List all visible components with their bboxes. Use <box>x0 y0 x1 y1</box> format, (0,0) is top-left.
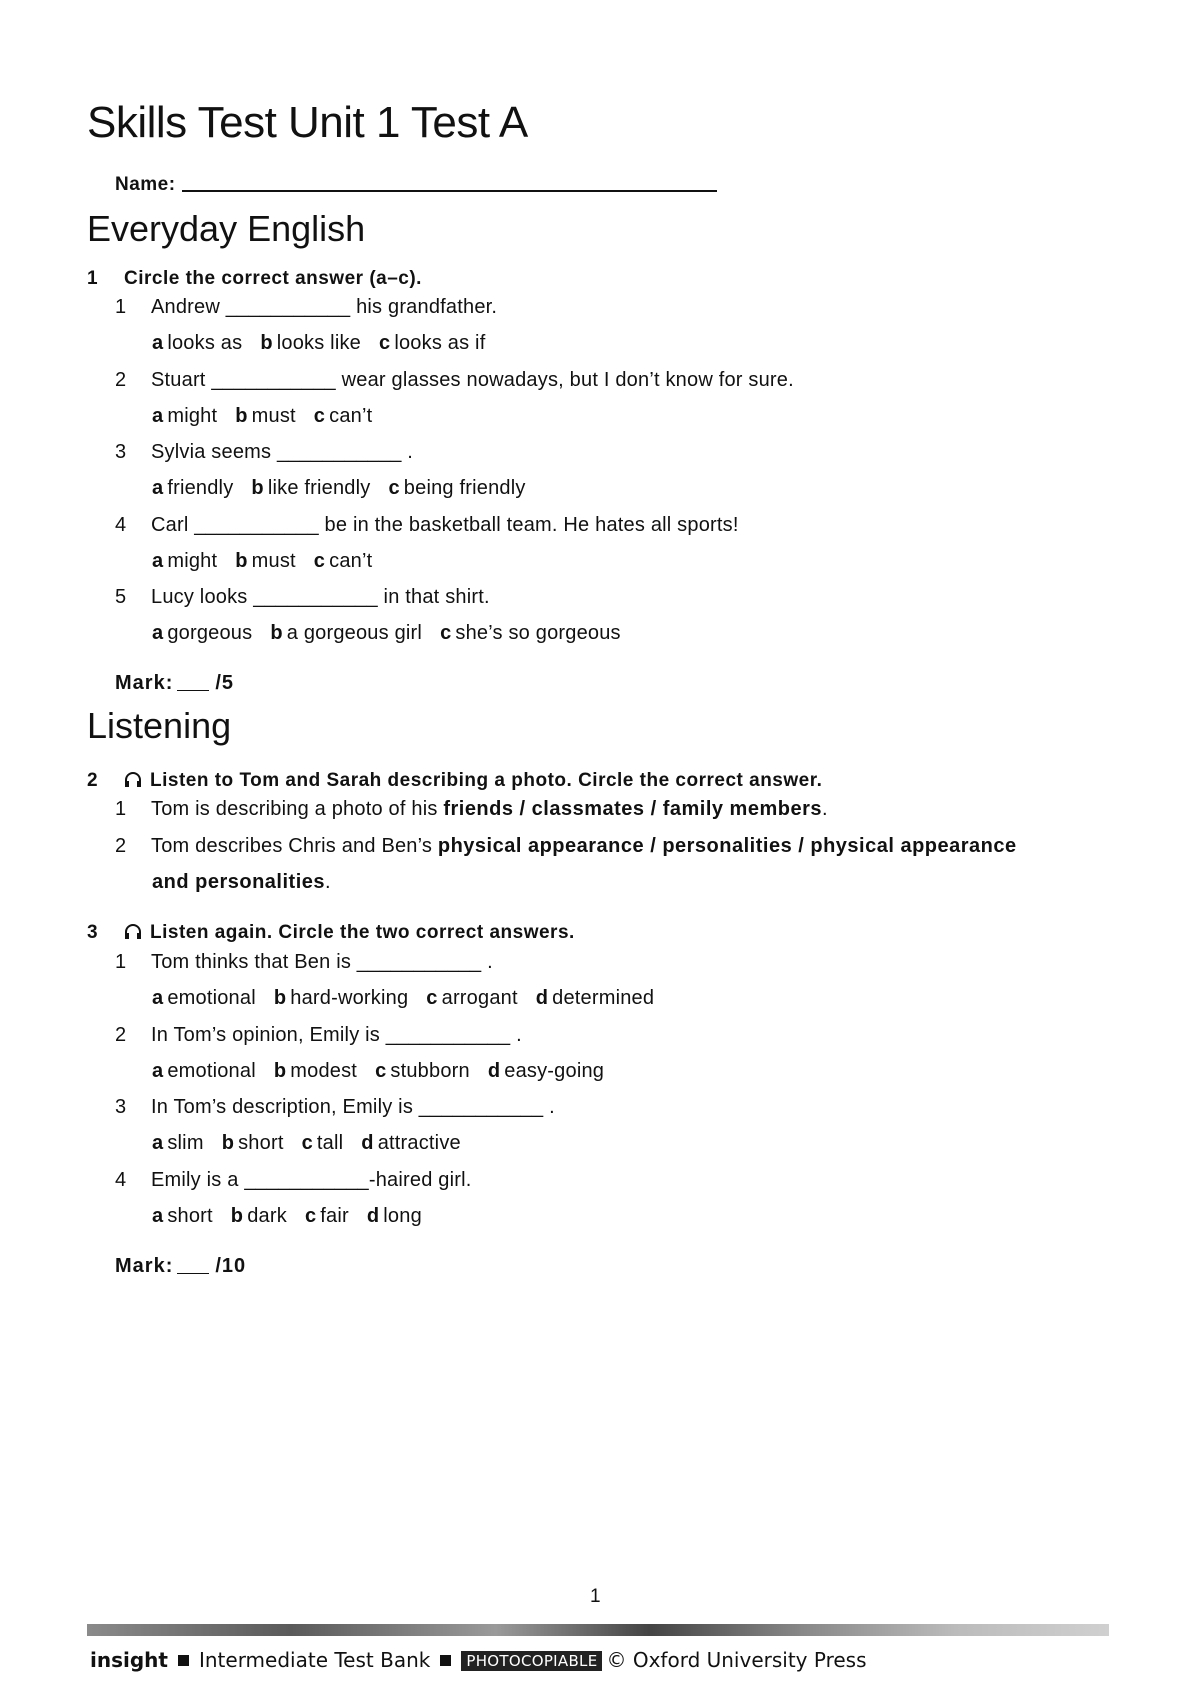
option-text: short <box>167 1204 213 1227</box>
question-number: 3 <box>115 441 127 463</box>
footer-brand: insight <box>90 1648 168 1672</box>
answer-option-c[interactable] <box>314 550 373 572</box>
option-text: being friendly <box>403 477 526 499</box>
question-text: Lucy looks ___________ in that shirt. <box>151 586 490 608</box>
task-text: Circle the correct answer (a–c). <box>124 268 422 289</box>
option-letter: b <box>251 477 264 499</box>
answer-option-b[interactable] <box>274 1060 357 1082</box>
listening-q2-1 <box>115 798 828 821</box>
answer-option-a[interactable] <box>152 622 252 644</box>
option-text: short <box>238 1132 284 1154</box>
listening-question-3 <box>115 1096 555 1119</box>
option-letter: b <box>235 404 248 427</box>
question-number: 1 <box>115 798 127 820</box>
answer-option-c[interactable] <box>426 987 517 1009</box>
question-number: 2 <box>115 1023 127 1046</box>
everyday-question-3 <box>115 441 413 464</box>
option-letter: a <box>152 987 164 1009</box>
answer-option-a[interactable] <box>152 332 242 354</box>
footer <box>90 1648 867 1672</box>
answer-option-a[interactable] <box>152 1060 256 1082</box>
option-text: slim <box>167 1132 204 1154</box>
option-letter: b <box>270 622 283 644</box>
task-number: 3 <box>87 922 99 943</box>
answer-choices-cont[interactable]: and personalities <box>152 871 325 893</box>
task-3-instruction <box>87 922 575 944</box>
question-text: Andrew ___________ his grandfather. <box>151 296 498 318</box>
option-text: friendly <box>167 477 234 499</box>
footer-image-band <box>87 1624 1109 1636</box>
option-text: can’t <box>329 549 373 572</box>
option-letter: b <box>221 1132 235 1154</box>
option-text: looks as if <box>394 332 486 354</box>
answer-option-a[interactable] <box>152 1132 204 1154</box>
option-letter: a <box>152 1059 164 1082</box>
task-number: 2 <box>87 770 99 791</box>
option-letter: b <box>235 549 248 572</box>
answer-option-a[interactable] <box>152 987 256 1009</box>
photocopiable-badge: PHOTOCOPIABLE <box>461 1651 602 1671</box>
option-text: might <box>167 549 218 572</box>
option-letter: a <box>152 622 164 644</box>
option-text: she’s so gorgeous <box>455 622 621 644</box>
mark-blank[interactable] <box>177 676 209 691</box>
question-text: Tom describes Chris and Ben’s <box>151 835 438 857</box>
question-text: Emily is a ___________-haired girl. <box>151 1168 472 1191</box>
option-text: must <box>251 549 296 572</box>
question-number: 4 <box>115 513 127 536</box>
question-number: 4 <box>115 1168 127 1191</box>
listening-question-2 <box>115 1024 522 1047</box>
name-label: Name: <box>115 174 176 195</box>
listening-q2-2-cont <box>152 871 331 894</box>
headphones-icon <box>124 924 142 940</box>
square-bullet-icon <box>178 1655 189 1666</box>
question-text: Tom thinks that Ben is ___________ . <box>151 951 493 973</box>
name-field[interactable] <box>115 174 717 196</box>
option-text: emotional <box>167 1059 256 1082</box>
answer-option-d[interactable] <box>536 987 654 1009</box>
answer-option-d[interactable] <box>367 1205 422 1227</box>
task-number: 1 <box>87 268 99 289</box>
option-letter: a <box>152 404 164 427</box>
option-letter: d <box>535 987 549 1009</box>
answer-option-b[interactable] <box>260 332 361 354</box>
mark-blank[interactable] <box>177 1259 209 1274</box>
page-number: 1 <box>590 1586 601 1607</box>
question-text: In Tom’s description, Emily is ___________ . <box>151 1096 555 1118</box>
question-text: Sylvia seems ___________ . <box>151 441 414 463</box>
option-text: tall <box>316 1132 344 1154</box>
question-text: In Tom’s opinion, Emily is ___________ . <box>151 1023 522 1046</box>
answer-option-c[interactable] <box>388 477 525 499</box>
question-number: 2 <box>115 368 127 391</box>
section-heading-listening: Listening <box>87 705 232 746</box>
option-text: arrogant <box>441 987 518 1009</box>
option-text: can’t <box>329 404 373 427</box>
task-2-instruction <box>87 770 822 792</box>
option-letter: c <box>440 622 452 644</box>
option-letter: a <box>152 1132 164 1154</box>
option-text: gorgeous <box>167 622 253 644</box>
option-text: like friendly <box>267 477 371 499</box>
option-text: stubborn <box>390 1059 470 1082</box>
everyday-question-4 <box>115 514 739 537</box>
listening-question-4 <box>115 1169 472 1192</box>
question-number: 5 <box>115 586 127 608</box>
question-number: 1 <box>115 951 127 973</box>
option-letter: b <box>230 1204 244 1227</box>
everyday-question-1 <box>115 296 497 319</box>
question-end: . <box>325 871 331 893</box>
option-letter: c <box>379 332 391 354</box>
option-text: hard-working <box>290 987 409 1009</box>
option-text: looks like <box>276 332 361 354</box>
option-letter: c <box>301 1132 313 1154</box>
option-text: might <box>167 404 218 427</box>
option-text: modest <box>290 1059 358 1082</box>
page-title: Skills Test Unit 1 Test A <box>87 98 528 147</box>
option-letter: a <box>152 477 164 499</box>
answer-option-d[interactable] <box>361 1132 461 1154</box>
answer-option-b[interactable] <box>235 405 296 427</box>
question-text: Carl ___________ be in the basketball team. He hates all sports! <box>151 513 739 536</box>
everyday-options-5 <box>152 622 639 645</box>
option-letter: c <box>304 1204 317 1227</box>
answer-option-b[interactable] <box>270 622 422 644</box>
answer-option-b[interactable] <box>235 550 296 572</box>
question-text: Stuart ___________ wear glasses nowadays, but I don’t know for sure. <box>151 368 794 391</box>
answer-choices[interactable]: friends / classmates / family members <box>443 798 822 820</box>
answer-option-a[interactable] <box>152 405 217 427</box>
option-letter: c <box>426 987 438 1009</box>
mark-total: /10 <box>215 1255 247 1277</box>
option-letter: c <box>313 404 326 427</box>
option-letter: b <box>273 987 287 1009</box>
footer-bank: Intermediate Test Bank <box>198 1648 431 1672</box>
answer-option-c[interactable] <box>440 622 621 644</box>
option-text: long <box>383 1204 422 1227</box>
everyday-options-1 <box>152 332 503 355</box>
mark-everyday-english <box>115 672 234 695</box>
listening-options-3 <box>152 1132 479 1155</box>
listening-options-1 <box>152 987 672 1010</box>
listening-q2-2 <box>115 835 1017 858</box>
option-letter: b <box>273 1059 287 1082</box>
everyday-options-4 <box>152 550 390 573</box>
everyday-options-2 <box>152 405 390 428</box>
everyday-options-3 <box>152 477 544 500</box>
answer-option-a[interactable] <box>152 477 233 499</box>
option-text: dark <box>247 1204 287 1227</box>
answer-option-b[interactable] <box>231 1205 287 1227</box>
listening-options-2 <box>152 1060 622 1083</box>
question-number: 3 <box>115 1096 127 1118</box>
option-letter: c <box>388 477 400 499</box>
answer-option-a[interactable] <box>152 550 217 572</box>
answer-option-c[interactable] <box>314 405 373 427</box>
option-text: looks as <box>167 332 243 354</box>
answer-option-c[interactable] <box>305 1205 349 1227</box>
answer-option-b[interactable] <box>274 987 408 1009</box>
question-number: 1 <box>115 296 127 318</box>
option-letter: b <box>260 332 273 354</box>
name-blank[interactable] <box>182 176 717 192</box>
option-text: a gorgeous girl <box>286 622 423 644</box>
listening-question-1 <box>115 951 493 974</box>
everyday-question-5 <box>115 586 490 609</box>
mark-label: Mark: <box>115 1255 174 1277</box>
answer-option-c[interactable] <box>302 1132 344 1154</box>
task-text: Listen to Tom and Sarah describing a photo. Circle the correct answer. <box>150 770 823 791</box>
answer-option-b[interactable] <box>251 477 370 499</box>
mark-label: Mark: <box>115 672 174 694</box>
question-end: . <box>822 798 828 820</box>
listening-options-4 <box>152 1205 440 1228</box>
mark-listening <box>115 1255 246 1278</box>
option-text: must <box>251 404 296 427</box>
task-1-instruction <box>87 268 422 290</box>
option-text: fair <box>320 1204 349 1227</box>
footer-copyright: © Oxford University Press <box>606 1648 867 1672</box>
answer-option-c[interactable] <box>379 332 485 354</box>
option-letter: d <box>366 1204 380 1227</box>
square-bullet-icon <box>440 1655 451 1666</box>
option-text: determined <box>552 987 655 1009</box>
option-text: attractive <box>377 1132 461 1154</box>
answer-option-d[interactable] <box>488 1060 604 1082</box>
answer-option-b[interactable] <box>222 1132 284 1154</box>
section-heading-everyday-english: Everyday English <box>87 208 366 249</box>
answer-option-c[interactable] <box>375 1060 470 1082</box>
task-text: Listen again. Circle the two correct answers. <box>150 922 575 943</box>
option-text: easy-going <box>504 1059 605 1082</box>
option-letter: d <box>361 1132 374 1154</box>
option-letter: a <box>152 1204 164 1227</box>
option-letter: a <box>152 332 164 354</box>
option-letter: d <box>487 1059 501 1082</box>
option-letter: a <box>152 549 164 572</box>
answer-choices[interactable]: physical appearance / personalities / physical appearance <box>437 835 1017 857</box>
answer-option-a[interactable] <box>152 1205 213 1227</box>
headphones-icon <box>124 772 142 788</box>
mark-total: /5 <box>215 672 235 694</box>
option-letter: c <box>375 1059 387 1082</box>
everyday-question-2 <box>115 369 794 392</box>
question-text: Tom is describing a photo of his <box>151 798 444 820</box>
option-letter: c <box>313 549 326 572</box>
option-text: emotional <box>167 987 256 1009</box>
question-number: 2 <box>115 835 127 857</box>
